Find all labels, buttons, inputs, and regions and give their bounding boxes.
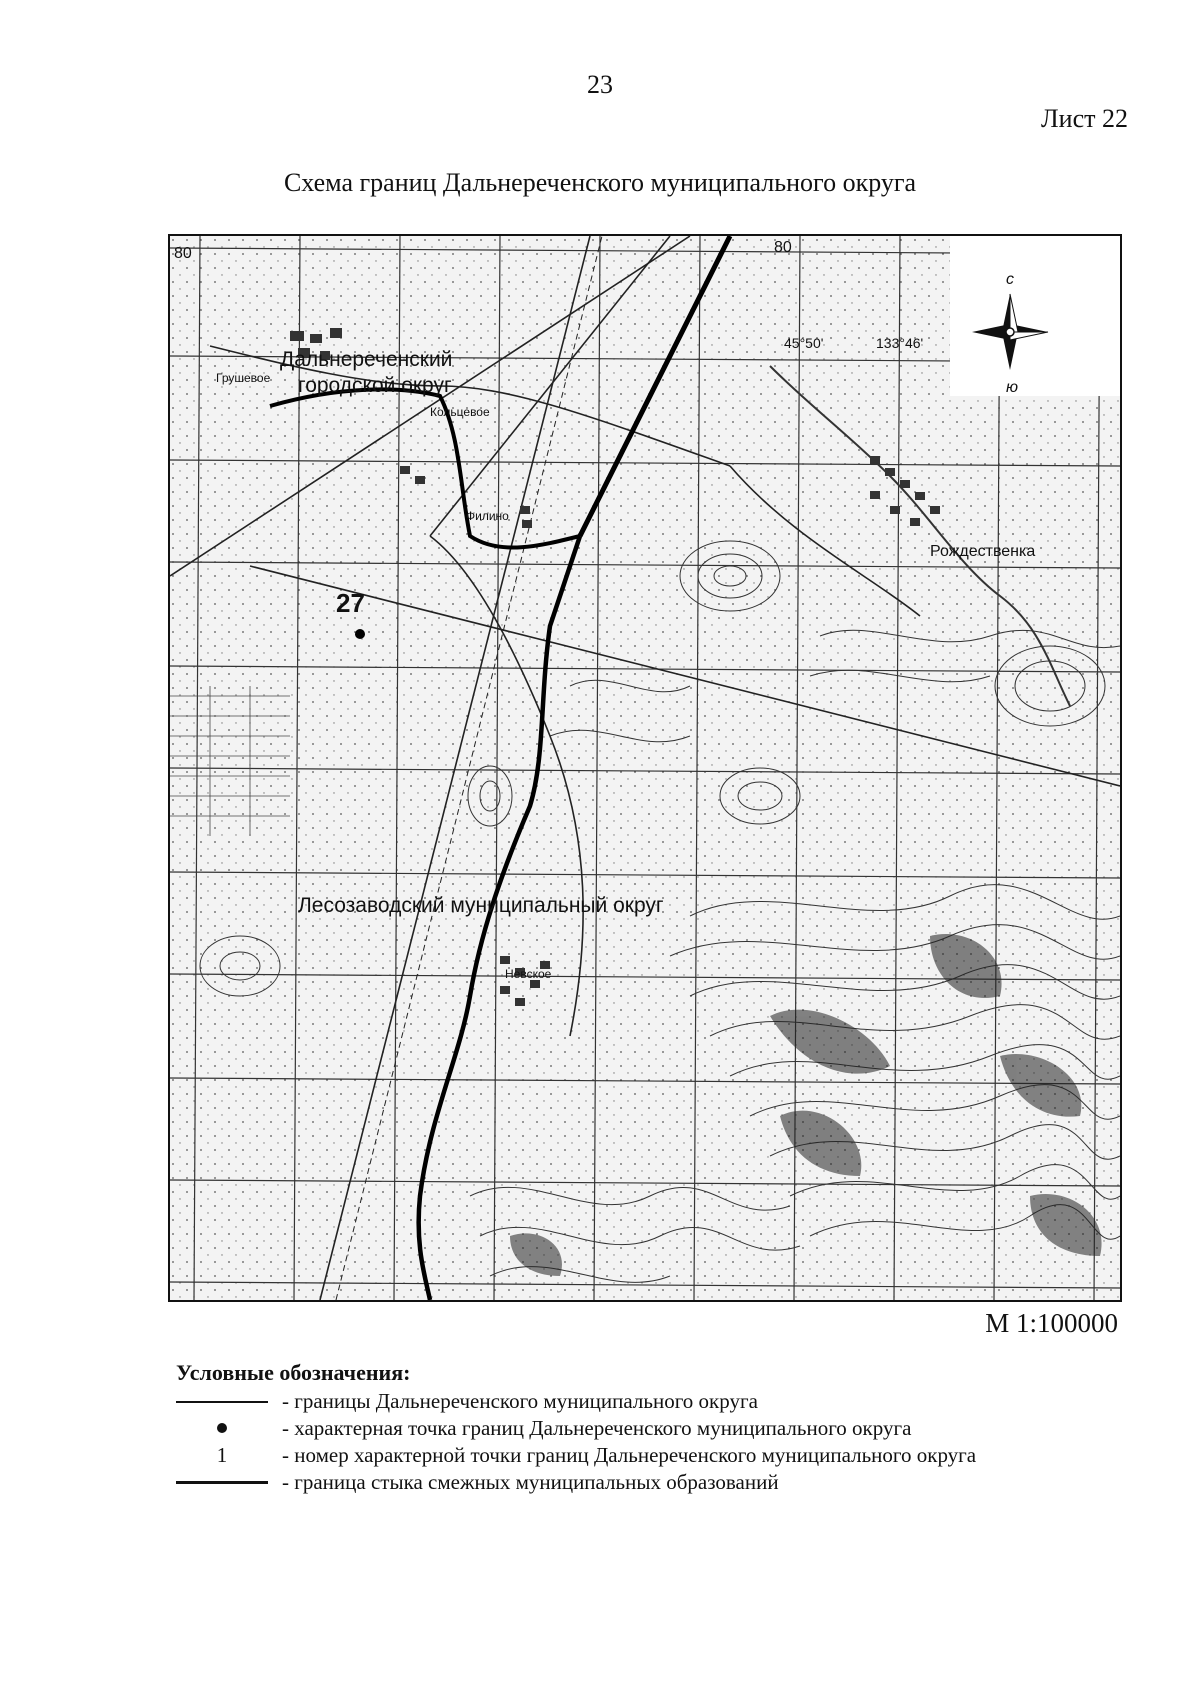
map-title: Схема границ Дальнереченского муниципального округа: [283, 168, 917, 197]
page-number: 23: [587, 70, 613, 99]
nevskoe-label: Невское: [505, 967, 552, 981]
compass-south-label: ю: [1006, 379, 1019, 396]
boundary-point-label: 27: [336, 588, 365, 618]
point-dot-symbol: [176, 1415, 271, 1442]
legend-item-point: [176, 1415, 1136, 1442]
boundary-line-symbol: [176, 1388, 271, 1415]
city-label-line2: городской округ: [298, 374, 452, 397]
point-number-symbol: [176, 1442, 271, 1469]
legend: [176, 1360, 1136, 1496]
grushevoe-label: Грушевое: [216, 371, 271, 385]
city-label: Дальнереченский: [280, 348, 453, 371]
legend-item-text: - номер характерной точки границ Дальнереченского муниципального округа: [282, 1443, 977, 1467]
legend-title: Условные обозначения:: [176, 1360, 411, 1385]
legend-item-text: - граница стыка смежных муниципальных образований: [282, 1470, 779, 1494]
sheet-label: Лист 22: [1041, 104, 1128, 133]
grid-coordinate-2: 133°46': [876, 335, 924, 351]
koltsevoe-label: Кольцевое: [430, 405, 490, 419]
legend-item-text: - границы Дальнереченского муниципального округа: [282, 1389, 758, 1413]
neighbor-region-label: Лесозаводский муниципальный округ: [298, 894, 664, 917]
topographic-map: [170, 236, 1120, 1300]
legend-item-adjacent-boundary: [176, 1469, 1136, 1496]
legend-item-point-number: [176, 1442, 1136, 1469]
grid-coordinate: 45°50': [784, 335, 824, 351]
point-number-sample: 1: [216, 1443, 228, 1467]
filino-label: Филино: [466, 509, 509, 523]
grid-number-top-left: 80: [174, 245, 192, 262]
boundary-point-27: [355, 629, 365, 639]
rozhdestvenka-label: Рождественка: [930, 543, 1036, 560]
legend-item-boundary: [176, 1388, 1136, 1415]
adjacent-boundary-symbol: [176, 1469, 271, 1496]
grid-number-top-mid: 80: [774, 239, 792, 256]
map-frame: [168, 234, 1122, 1302]
compass-north-label: с: [1006, 271, 1014, 288]
compass-icon: [950, 236, 1120, 396]
legend-item-text: - характерная точка границ Дальнереченского муниципального округа: [282, 1416, 912, 1440]
map-scale: М 1:100000: [985, 1308, 1118, 1338]
